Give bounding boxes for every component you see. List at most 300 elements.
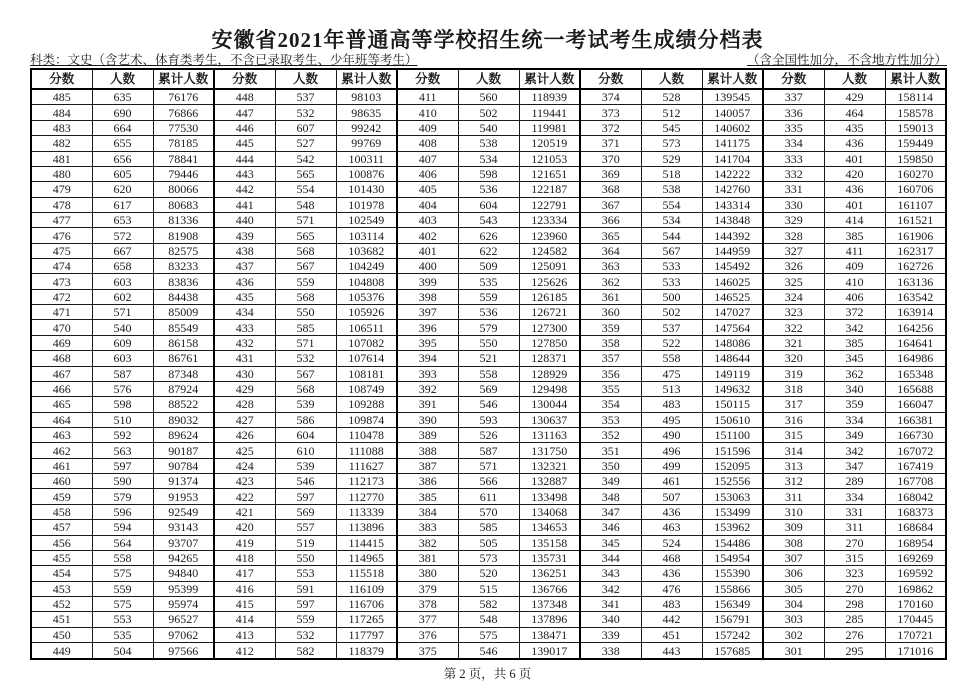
- table-cell: 143848: [702, 212, 763, 227]
- table-cell: 313: [763, 458, 824, 473]
- table-cell: 635: [92, 89, 153, 105]
- table-cell: 93707: [153, 535, 214, 550]
- table-cell: 162317: [885, 243, 946, 258]
- table-cell: 594: [92, 520, 153, 535]
- table-cell: 527: [275, 136, 336, 151]
- table-cell: 481: [31, 151, 92, 166]
- table-cell: 437: [214, 259, 275, 274]
- table-row: [31, 504, 946, 519]
- table-cell: 158578: [885, 105, 946, 120]
- table-cell: 342: [580, 581, 641, 596]
- table-cell: 596: [92, 504, 153, 519]
- table-row: [31, 335, 946, 350]
- table-cell: 121651: [519, 166, 580, 181]
- table-cell: 582: [458, 596, 519, 611]
- table-cell: 113339: [336, 504, 397, 519]
- table-cell: 452: [31, 596, 92, 611]
- table-cell: 431: [214, 351, 275, 366]
- table-cell: 160706: [885, 182, 946, 197]
- table-cell: 136251: [519, 566, 580, 581]
- table-cell: 502: [458, 105, 519, 120]
- table-cell: 442: [214, 182, 275, 197]
- header-cell: 累计人数: [885, 69, 946, 89]
- table-cell: 116706: [336, 596, 397, 611]
- table-cell: 126185: [519, 289, 580, 304]
- table-cell: 573: [641, 136, 702, 151]
- table-row: [31, 474, 946, 489]
- table-cell: 157685: [702, 643, 763, 659]
- table-row: [31, 443, 946, 458]
- table-cell: 463: [31, 428, 92, 443]
- table-cell: 334: [763, 136, 824, 151]
- table-cell: 323: [824, 566, 885, 581]
- table-cell: 590: [92, 474, 153, 489]
- table-cell: 92549: [153, 504, 214, 519]
- table-row: [31, 105, 946, 120]
- table-cell: 306: [763, 566, 824, 581]
- table-cell: 533: [641, 259, 702, 274]
- table-cell: 593: [458, 412, 519, 427]
- table-cell: 469: [31, 335, 92, 350]
- table-cell: 372: [580, 120, 641, 135]
- table-cell: 440: [214, 212, 275, 227]
- table-cell: 133498: [519, 489, 580, 504]
- table-cell: 125091: [519, 259, 580, 274]
- table-cell: 318: [763, 381, 824, 396]
- table-cell: 478: [31, 197, 92, 212]
- table-cell: 312: [763, 474, 824, 489]
- table-cell: 96527: [153, 612, 214, 627]
- table-cell: 99769: [336, 136, 397, 151]
- table-cell: 522: [641, 335, 702, 350]
- header-cell: 人数: [458, 69, 519, 89]
- table-cell: 169862: [885, 581, 946, 596]
- table-cell: 159449: [885, 136, 946, 151]
- table-cell: 439: [214, 228, 275, 243]
- table-cell: 342: [824, 443, 885, 458]
- table-cell: 512: [641, 105, 702, 120]
- table-cell: 558: [458, 366, 519, 381]
- table-cell: 499: [641, 458, 702, 473]
- table-cell: 355: [580, 381, 641, 396]
- table-cell: 110478: [336, 428, 397, 443]
- table-cell: 454: [31, 566, 92, 581]
- table-row: [31, 305, 946, 320]
- table-cell: 610: [275, 443, 336, 458]
- table-cell: 368: [580, 182, 641, 197]
- bonus-note: （含全国性加分，不含地方性加分）: [746, 53, 947, 67]
- table-cell: 664: [92, 120, 153, 135]
- table-cell: 123960: [519, 228, 580, 243]
- table-cell: 87348: [153, 366, 214, 381]
- table-cell: 372: [824, 305, 885, 320]
- table-cell: 476: [641, 581, 702, 596]
- table-cell: 579: [92, 489, 153, 504]
- table-cell: 104249: [336, 259, 397, 274]
- table-cell: 97062: [153, 627, 214, 642]
- table-cell: 571: [275, 335, 336, 350]
- table-cell: 131163: [519, 428, 580, 443]
- table-cell: 353: [580, 412, 641, 427]
- table-cell: 571: [458, 458, 519, 473]
- table-cell: 77530: [153, 120, 214, 135]
- table-cell: 479: [31, 182, 92, 197]
- table-cell: 170445: [885, 612, 946, 627]
- table-cell: 544: [641, 228, 702, 243]
- table-cell: 127300: [519, 320, 580, 335]
- table-cell: 408: [397, 136, 458, 151]
- table-cell: 165348: [885, 366, 946, 381]
- table-cell: 597: [92, 458, 153, 473]
- table-cell: 91953: [153, 489, 214, 504]
- table-cell: 468: [31, 351, 92, 366]
- table-cell: 532: [275, 351, 336, 366]
- table-cell: 575: [458, 627, 519, 642]
- table-cell: 445: [214, 136, 275, 151]
- table-row: [31, 151, 946, 166]
- table-cell: 367: [580, 197, 641, 212]
- table-cell: 385: [824, 228, 885, 243]
- table-cell: 406: [824, 289, 885, 304]
- table-row: [31, 212, 946, 227]
- table-cell: 383: [397, 520, 458, 535]
- table-cell: 334: [824, 489, 885, 504]
- table-cell: 534: [641, 212, 702, 227]
- table-cell: 537: [275, 89, 336, 105]
- table-cell: 550: [275, 305, 336, 320]
- table-cell: 567: [641, 243, 702, 258]
- table-cell: 449: [31, 643, 92, 659]
- table-cell: 609: [92, 335, 153, 350]
- table-cell: 389: [397, 428, 458, 443]
- table-cell: 390: [397, 412, 458, 427]
- table-cell: 301: [763, 643, 824, 659]
- table-cell: 655: [92, 136, 153, 151]
- table-cell: 160270: [885, 166, 946, 181]
- table-cell: 473: [31, 274, 92, 289]
- table-cell: 394: [397, 351, 458, 366]
- table-cell: 149632: [702, 381, 763, 396]
- table-row: [31, 428, 946, 443]
- table-cell: 438: [214, 243, 275, 258]
- table-cell: 540: [458, 120, 519, 135]
- table-cell: 109874: [336, 412, 397, 427]
- table-cell: 521: [458, 351, 519, 366]
- table-cell: 515: [458, 581, 519, 596]
- table-cell: 397: [397, 305, 458, 320]
- table-cell: 137348: [519, 596, 580, 611]
- table-cell: 144392: [702, 228, 763, 243]
- table-cell: 108181: [336, 366, 397, 381]
- table-cell: 585: [458, 520, 519, 535]
- table-cell: 108749: [336, 381, 397, 396]
- page-title: 安徽省2021年普通高等学校招生统一考试考生成绩分档表: [211, 28, 764, 52]
- table-cell: 151100: [702, 428, 763, 443]
- table-cell: 533: [641, 274, 702, 289]
- table-cell: 603: [92, 351, 153, 366]
- table-cell: 131750: [519, 443, 580, 458]
- table-cell: 483: [31, 120, 92, 135]
- table-cell: 617: [92, 197, 153, 212]
- table-cell: 388: [397, 443, 458, 458]
- table-row: [31, 397, 946, 412]
- table-cell: 333: [763, 151, 824, 166]
- table-cell: 396: [397, 320, 458, 335]
- table-cell: 559: [275, 612, 336, 627]
- table-cell: 483: [641, 397, 702, 412]
- table-cell: 94840: [153, 566, 214, 581]
- table-cell: 550: [275, 550, 336, 565]
- table-cell: 82575: [153, 243, 214, 258]
- table-cell: 289: [824, 474, 885, 489]
- table-cell: 101430: [336, 182, 397, 197]
- table-cell: 119441: [519, 105, 580, 120]
- table-cell: 430: [214, 366, 275, 381]
- table-cell: 535: [92, 627, 153, 642]
- table-cell: 90784: [153, 458, 214, 473]
- table-row: [31, 381, 946, 396]
- table-cell: 540: [92, 320, 153, 335]
- table-cell: 429: [824, 89, 885, 105]
- table-cell: 107082: [336, 335, 397, 350]
- table-cell: 105926: [336, 305, 397, 320]
- table-cell: 126721: [519, 305, 580, 320]
- table-cell: 427: [214, 412, 275, 427]
- table-cell: 466: [31, 381, 92, 396]
- table-cell: 120519: [519, 136, 580, 151]
- table-cell: 344: [580, 550, 641, 565]
- table-cell: 586: [275, 412, 336, 427]
- table-cell: 347: [824, 458, 885, 473]
- table-cell: 557: [275, 520, 336, 535]
- table-cell: 539: [275, 458, 336, 473]
- table-cell: 168373: [885, 504, 946, 519]
- table-cell: 598: [92, 397, 153, 412]
- table-cell: 134068: [519, 504, 580, 519]
- table-cell: 567: [275, 366, 336, 381]
- table-cell: 513: [641, 381, 702, 396]
- table-cell: 534: [458, 151, 519, 166]
- table-cell: 414: [214, 612, 275, 627]
- table-row: [31, 166, 946, 181]
- table-cell: 365: [580, 228, 641, 243]
- table-cell: 166730: [885, 428, 946, 443]
- table-cell: 147027: [702, 305, 763, 320]
- table-cell: 420: [214, 520, 275, 535]
- table-cell: 118939: [519, 89, 580, 105]
- table-cell: 441: [214, 197, 275, 212]
- table-cell: 375: [397, 643, 458, 659]
- table-cell: 101978: [336, 197, 397, 212]
- header-cell: 累计人数: [702, 69, 763, 89]
- table-cell: 405: [397, 182, 458, 197]
- table-cell: 170721: [885, 627, 946, 642]
- table-cell: 164256: [885, 320, 946, 335]
- table-cell: 436: [214, 274, 275, 289]
- table-cell: 345: [824, 351, 885, 366]
- table-row: [31, 120, 946, 135]
- table-cell: 553: [92, 612, 153, 627]
- table-cell: 364: [580, 243, 641, 258]
- table-cell: 323: [763, 305, 824, 320]
- table-cell: 138471: [519, 627, 580, 642]
- table-cell: 385: [824, 335, 885, 350]
- table-cell: 128371: [519, 351, 580, 366]
- table-cell: 425: [214, 443, 275, 458]
- table-cell: 604: [275, 428, 336, 443]
- table-cell: 401: [824, 197, 885, 212]
- table-row: [31, 243, 946, 258]
- table-cell: 387: [397, 458, 458, 473]
- table-cell: 496: [641, 443, 702, 458]
- table-cell: 130044: [519, 397, 580, 412]
- table-cell: 460: [31, 474, 92, 489]
- table-row: [31, 197, 946, 212]
- category-note: 科类：文史（含艺术、体育类考生，不含已录取考生、少年班等考生）: [30, 53, 418, 67]
- table-cell: 575: [92, 566, 153, 581]
- table-cell: 135731: [519, 550, 580, 565]
- table-cell: 327: [763, 243, 824, 258]
- table-cell: 436: [641, 566, 702, 581]
- table-cell: 141704: [702, 151, 763, 166]
- table-cell: 369: [580, 166, 641, 181]
- table-cell: 374: [580, 89, 641, 105]
- table-cell: 90187: [153, 443, 214, 458]
- table-cell: 597: [275, 489, 336, 504]
- table-cell: 411: [397, 89, 458, 105]
- table-cell: 95974: [153, 596, 214, 611]
- table-cell: 340: [580, 612, 641, 627]
- table-row: [31, 412, 946, 427]
- table-cell: 163136: [885, 274, 946, 289]
- table-cell: 465: [31, 397, 92, 412]
- table-cell: 270: [824, 581, 885, 596]
- table-cell: 413: [214, 627, 275, 642]
- table-cell: 500: [641, 289, 702, 304]
- table-row: [31, 566, 946, 581]
- table-cell: 169592: [885, 566, 946, 581]
- table-cell: 156349: [702, 596, 763, 611]
- table-cell: 422: [214, 489, 275, 504]
- table-cell: 115518: [336, 566, 397, 581]
- table-cell: 315: [824, 550, 885, 565]
- table-cell: 163914: [885, 305, 946, 320]
- table-cell: 435: [824, 120, 885, 135]
- table-cell: 132887: [519, 474, 580, 489]
- table-cell: 548: [458, 612, 519, 627]
- table-cell: 377: [397, 612, 458, 627]
- page-number: 第 2 页，共 6 页: [443, 667, 532, 681]
- table-cell: 308: [763, 535, 824, 550]
- table-cell: 620: [92, 182, 153, 197]
- table-cell: 295: [824, 643, 885, 659]
- table-cell: 565: [275, 166, 336, 181]
- table-cell: 357: [580, 351, 641, 366]
- table-cell: 575: [92, 596, 153, 611]
- table-header: [31, 69, 946, 89]
- table-cell: 570: [458, 504, 519, 519]
- table-cell: 168684: [885, 520, 946, 535]
- table-cell: 149119: [702, 366, 763, 381]
- table-cell: 483: [641, 596, 702, 611]
- table-cell: 161107: [885, 197, 946, 212]
- table-cell: 421: [214, 504, 275, 519]
- table-cell: 285: [824, 612, 885, 627]
- table-cell: 328: [763, 228, 824, 243]
- table-cell: 166381: [885, 412, 946, 427]
- table-cell: 359: [580, 320, 641, 335]
- table-cell: 393: [397, 366, 458, 381]
- table-cell: 145492: [702, 259, 763, 274]
- table-cell: 107614: [336, 351, 397, 366]
- table-cell: 410: [824, 274, 885, 289]
- header-cell: 人数: [275, 69, 336, 89]
- table-cell: 97566: [153, 643, 214, 659]
- table-cell: 140602: [702, 120, 763, 135]
- table-cell: 476: [31, 228, 92, 243]
- table-cell: 114415: [336, 535, 397, 550]
- table-cell: 550: [458, 335, 519, 350]
- table-cell: 391: [397, 397, 458, 412]
- table-cell: 105376: [336, 289, 397, 304]
- table-cell: 656: [92, 151, 153, 166]
- table-cell: 159013: [885, 120, 946, 135]
- table-cell: 112770: [336, 489, 397, 504]
- table-cell: 171016: [885, 643, 946, 659]
- table-cell: 155866: [702, 581, 763, 596]
- table-cell: 433: [214, 320, 275, 335]
- score-distribution-table: [30, 68, 947, 660]
- table-cell: 122791: [519, 197, 580, 212]
- table-cell: 626: [458, 228, 519, 243]
- table-cell: 121053: [519, 151, 580, 166]
- table-cell: 605: [92, 166, 153, 181]
- table-cell: 109288: [336, 397, 397, 412]
- table-cell: 148644: [702, 351, 763, 366]
- table-cell: 152556: [702, 474, 763, 489]
- table-cell: 361: [580, 289, 641, 304]
- table-cell: 568: [275, 381, 336, 396]
- table-cell: 350: [580, 458, 641, 473]
- header-cell: 分数: [397, 69, 458, 89]
- table-cell: 142760: [702, 182, 763, 197]
- table-cell: 571: [275, 212, 336, 227]
- table-cell: 95399: [153, 581, 214, 596]
- table-cell: 307: [763, 550, 824, 565]
- table-cell: 127850: [519, 335, 580, 350]
- table-cell: 153962: [702, 520, 763, 535]
- table-cell: 410: [397, 105, 458, 120]
- table-cell: 305: [763, 581, 824, 596]
- table-cell: 349: [824, 428, 885, 443]
- table-cell: 518: [641, 166, 702, 181]
- table-row: [31, 458, 946, 473]
- table-cell: 604: [458, 197, 519, 212]
- table-cell: 537: [641, 320, 702, 335]
- table-cell: 455: [31, 550, 92, 565]
- table-cell: 86158: [153, 335, 214, 350]
- table-cell: 546: [458, 397, 519, 412]
- table-row: [31, 136, 946, 151]
- table-cell: 510: [92, 412, 153, 427]
- table-cell: 339: [580, 627, 641, 642]
- table-cell: 326: [763, 259, 824, 274]
- table-cell: 653: [92, 212, 153, 227]
- table-cell: 322: [763, 320, 824, 335]
- table-cell: 380: [397, 566, 458, 581]
- table-cell: 554: [275, 182, 336, 197]
- table-row: [31, 489, 946, 504]
